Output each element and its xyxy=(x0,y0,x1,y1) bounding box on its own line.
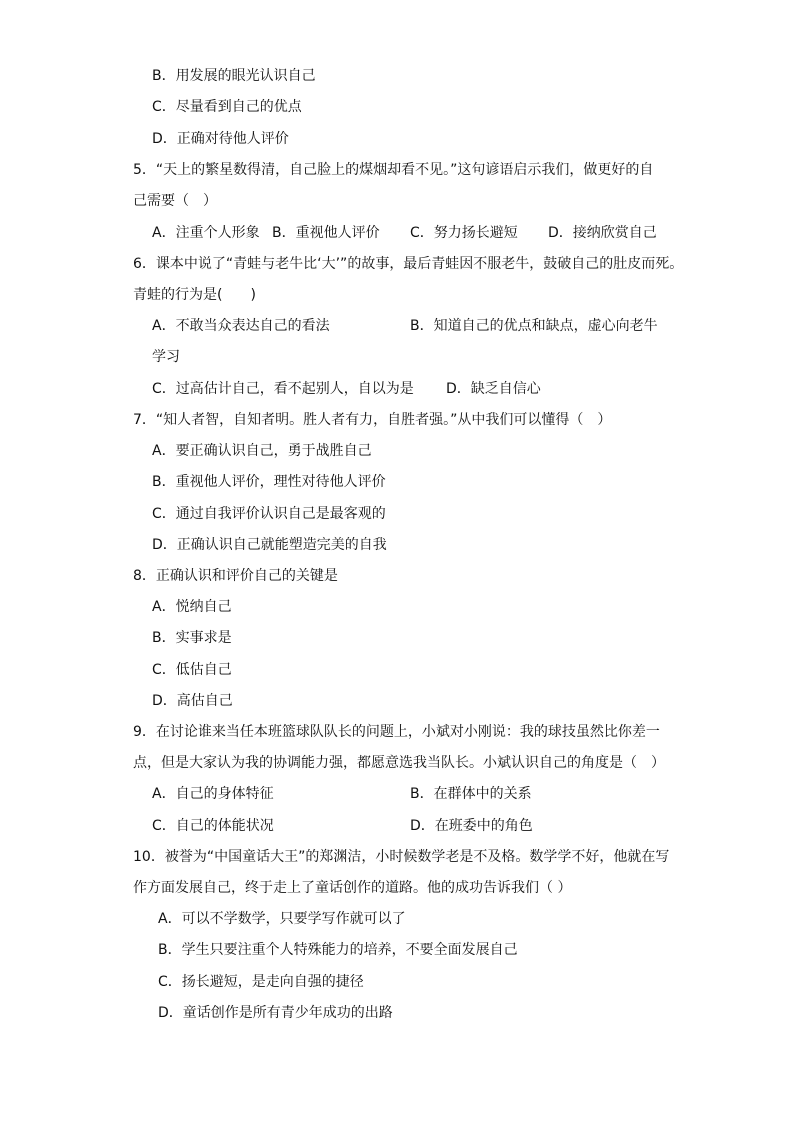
q5-option-c: C．努力扬长避短 xyxy=(410,225,518,241)
q10-option-a: A．可以不学数学，只要学写作就可以了 xyxy=(158,911,406,927)
q9-stem-line-2: 点，但是大家认为我的协调能力强，都愿意选我当队长。小斌认识自己的角度是（ ） xyxy=(133,755,665,771)
q6-option-b-continued: 学习 xyxy=(152,349,180,365)
q6-option-d: D．缺乏自信心 xyxy=(446,381,541,397)
q9-stem-line-1: 9．在讨论谁来当任本班篮球队队长的问题上，小斌对小刚说：我的球技虽然比你差一 xyxy=(133,724,660,740)
q8-option-c: C．低估自己 xyxy=(152,662,232,678)
q4-option-c: C．尽量看到自己的优点 xyxy=(152,99,302,115)
q10-option-d: D．童话创作是所有青少年成功的出路 xyxy=(158,1005,393,1021)
q10-stem-line-2: 作方面发展自己，终于走上了童话创作的道路。他的成功告诉我们（ ） xyxy=(133,880,572,896)
q4-option-b: B．用发展的眼光认识自己 xyxy=(152,68,316,84)
q7-option-a: A．要正确认识自己，勇于战胜自己 xyxy=(152,443,372,459)
q5-option-d: D．接纳欣赏自己 xyxy=(548,225,657,241)
q5-stem-line-1: 5．“天上的繁星数得清，自己脸上的煤烟却看不见。”这句谚语启示我们，做更好的自 xyxy=(133,162,654,178)
q9-option-d: D．在班委中的角色 xyxy=(410,818,533,834)
q7-option-b: B．重视他人评价，理性对待他人评价 xyxy=(152,474,386,490)
q9-option-c: C．自己的体能状况 xyxy=(152,818,274,834)
q10-option-c: C．扬长避短，是走向自强的捷径 xyxy=(158,974,364,990)
q10-option-b: B．学生只要注重个人特殊能力的培养，不要全面发展自己 xyxy=(158,942,518,958)
q6-option-a: A．不敢当众表达自己的看法 xyxy=(152,318,330,334)
q6-option-b: B．知道自己的优点和缺点，虚心向老牛 xyxy=(410,318,658,334)
q9-option-b: B．在群体中的关系 xyxy=(410,786,532,802)
q8-option-b: B．实事求是 xyxy=(152,630,232,646)
q5-option-a: A．注重个人形象 xyxy=(152,225,260,241)
q8-option-a: A．悦纳自己 xyxy=(152,599,232,615)
q4-option-d: D．正确对待他人评价 xyxy=(152,131,289,147)
q6-option-c: C．过高估计自己，看不起别人，自以为是 xyxy=(152,381,414,397)
q9-option-a: A．自己的身体特征 xyxy=(152,786,274,802)
q5-option-b: B．重视他人评价 xyxy=(272,225,380,241)
q6-stem-line-2: 青蛙的行为是( ) xyxy=(133,287,256,303)
q8-stem: 8．正确认识和评价自己的关键是 xyxy=(133,568,338,584)
q6-stem-line-1: 6．课本中说了“青蛙与老牛比‘大’”的故事，最后青蛙因不服老牛，鼓破自己的肚皮而死。 xyxy=(133,256,684,272)
q7-option-d: D．正确认识自己就能塑造完美的自我 xyxy=(152,537,387,553)
q10-stem-line-1: 10．被誉为“中国童话大王”的郑渊洁，小时候数学老是不及格。数学学不好，他就在写 xyxy=(133,849,670,865)
q7-stem: 7．“知人者智，自知者明。胜人者有力，自胜者强。”从中我们可以懂得（ ） xyxy=(133,412,612,428)
q5-stem-line-2: 己需要（ ） xyxy=(133,193,217,209)
q7-option-c: C．通过自我评价认识自己是最客观的 xyxy=(152,506,386,522)
q8-option-d: D．高估自己 xyxy=(152,693,233,709)
